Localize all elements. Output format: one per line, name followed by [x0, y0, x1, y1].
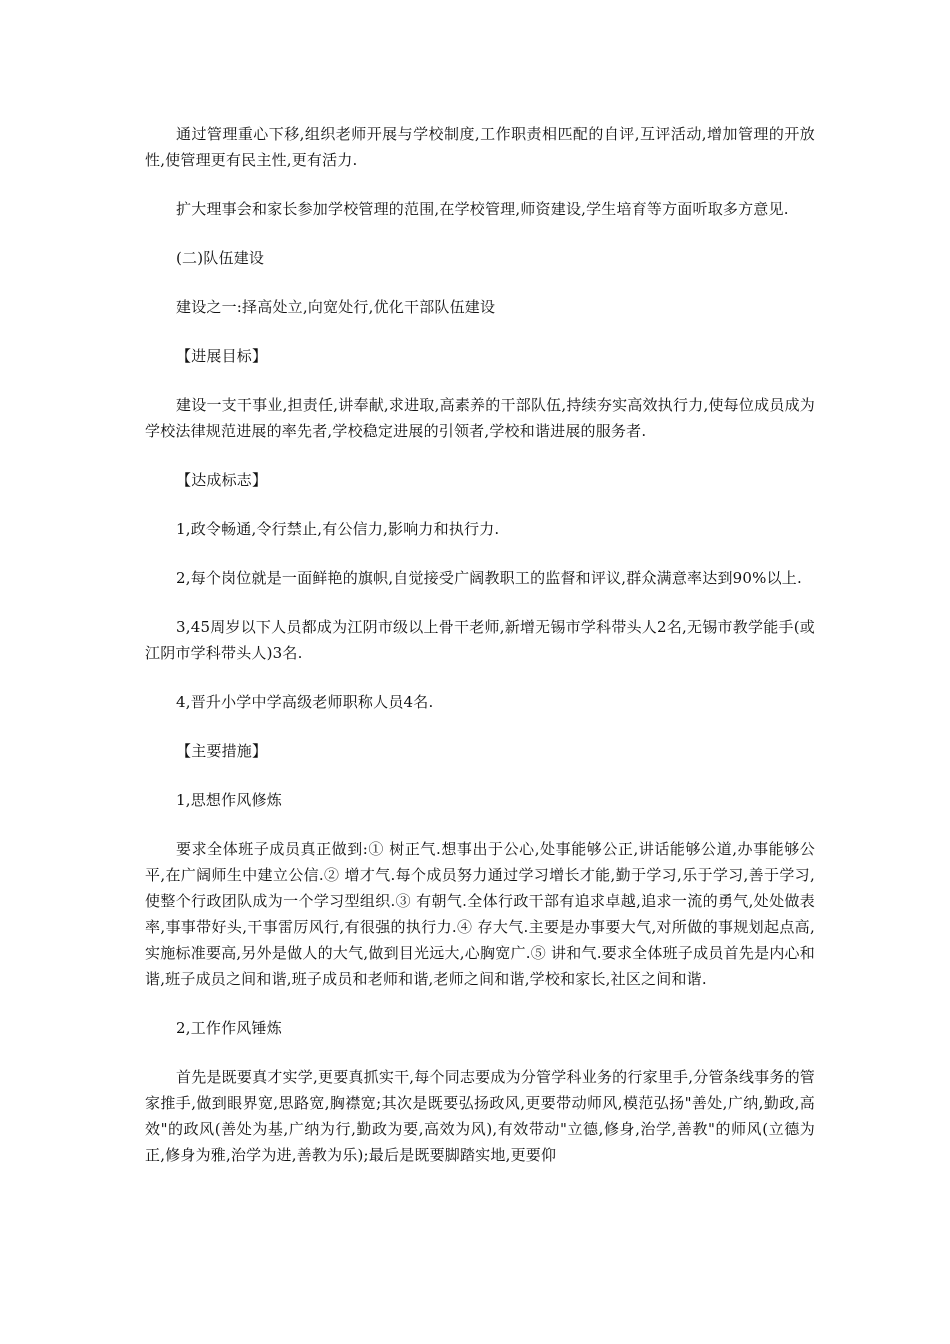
list-item-indicator-3: 3,45周岁以下人员都成为江阴市级以上骨干老师,新增无锡市学科带头人2名,无锡市教学能手(或江阴市学科带头人)3名. — [145, 618, 815, 662]
paragraph-work-style: 首先是既要真才实学,更要真抓实干,每个同志要成为分管学科业务的行家里手,分管条线事务的管家推手,做到眼界宽,思路宽,胸襟宽;其次是既要弘扬政风,更要带动师风,模范弘扬"善处,广纳,勤政,高效"的政风(善处为基,广纳为行,勤政为要,高效为风),有效带动"立德,修身,治学,善教"的师风(立德为正,修身为雅,治学为进,善教为乐);最后是既要脚踏实地,更要仰 — [145, 1068, 815, 1164]
paragraph-management-decentralization: 通过管理重心下移,组织老师开展与学校制度,工作职责相匹配的自评,互评活动,增加管理的开放性,使管理更有民主性,更有活力. — [145, 125, 815, 169]
measure-heading-ideological-style: 1,思想作风修炼 — [176, 791, 282, 809]
paragraph-ideological-style: 要求全体班子成员真正做到:① 树正气.想事出于公心,处事能够公正,讲话能够公道,办事能够公平,在广阔师生中建立公信.② 增才气.每个成员努力通过学习增长才能,勤于学习,乐于学习,善于学习,使整个行政团队成为一个学习型组织.③ 有朝气.全体行政干部有追求卓越,追求一流的勇气,处处做表率,事事带好头,干事雷厉风行,有很强的执行力.④ 存大气.主要是办事要大气,对所做的事规划起点高,实施标准要高,另外是做人的大气,做到目光远大,心胸宽广.⑤ 讲和气.要求全体班子成员首先是内心和谐,班子成员之间和谐,班子成员和老师和谐,老师之间和谐,学校和家长,社区之间和谐. — [145, 840, 815, 988]
section-heading-team-building: (二)队伍建设 — [176, 249, 265, 267]
label-main-measures: 【主要措施】 — [176, 742, 268, 760]
list-item-indicator-4: 4,晋升小学中学高级老师职称人员4名. — [176, 693, 434, 711]
label-development-goal: 【进展目标】 — [176, 347, 268, 365]
label-achievement-indicators: 【达成标志】 — [176, 471, 268, 489]
paragraph-council-participation: 扩大理事会和家长参加学校管理的范围,在学校管理,师资建设,学生培育等方面听取多方意见. — [176, 200, 789, 218]
measure-heading-work-style: 2,工作作风锤炼 — [176, 1019, 282, 1037]
list-item-indicator-1: 1,政令畅通,令行禁止,有公信力,影响力和执行力. — [176, 520, 500, 538]
document-body — [145, 121, 815, 1168]
list-item-indicator-2: 2,每个岗位就是一面鲜艳的旗帜,自觉接受广阔教职工的监督和评议,群众满意率达到90%以上. — [176, 569, 802, 587]
paragraph-development-goal: 建设一支干事业,担责任,讲奉献,求进取,高素养的干部队伍,持续夯实高效执行力,使每位成员成为学校法律规范进展的率先者,学校稳定进展的引领者,学校和谐进展的服务者. — [145, 396, 816, 440]
subsection-heading-cadre-building: 建设之一:择高处立,向宽处行,优化干部队伍建设 — [176, 298, 496, 316]
